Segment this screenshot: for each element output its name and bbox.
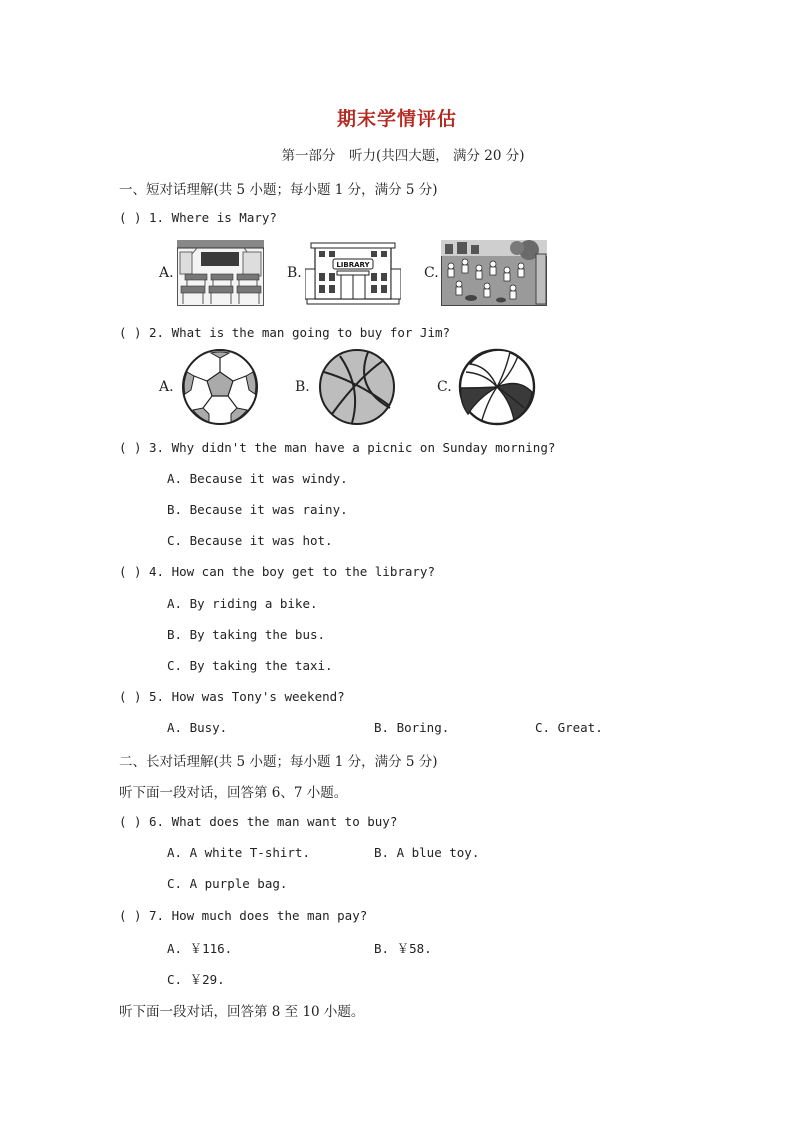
classroom-image [177, 240, 264, 306]
answer-bracket[interactable]: ( ) [119, 210, 142, 225]
basketball-image [318, 348, 396, 426]
q4-option-a[interactable]: A. By riding a bike. [167, 596, 318, 611]
q5-option-b[interactable]: B. Boring. [374, 720, 450, 735]
section2-instruction-1: 听下面一段对话，回答第 6、7 小题。 [119, 785, 348, 801]
q1-option-b-label[interactable]: B. [287, 265, 302, 281]
section1-heading: 一、短对话理解(共 5 小题；每小题 1 分，满分 5 分) [119, 182, 438, 198]
q4-option-c[interactable]: C. By taking the taxi. [167, 658, 333, 673]
question-text: 6. What does the man want to buy? [149, 814, 398, 829]
section2-instruction-2: 听下面一段对话，回答第 8 至 10 小题。 [119, 1004, 365, 1020]
answer-bracket[interactable]: ( ) [119, 325, 142, 340]
question-text: 3. Why didn't the man have a picnic on Sunday morning? [149, 440, 556, 455]
question-text: 4. How can the boy get to the library? [149, 564, 435, 579]
question-5 [119, 689, 345, 704]
q5-option-c[interactable]: C. Great. [535, 720, 603, 735]
question-2 [119, 325, 450, 340]
q2-option-a-label[interactable]: A. [159, 379, 174, 395]
answer-bracket[interactable]: ( ) [119, 814, 142, 829]
volleyball-image [458, 348, 536, 426]
q6-option-c[interactable]: C. A purple bag. [167, 876, 288, 891]
answer-bracket[interactable]: ( ) [119, 564, 142, 579]
q2-option-b-label[interactable]: B. [295, 379, 310, 395]
answer-bracket[interactable]: ( ) [119, 689, 142, 704]
q1-option-a-label[interactable]: A. [159, 265, 174, 281]
q5-option-a[interactable]: A. Busy. [167, 720, 228, 735]
library-sign: LIBRARY [336, 261, 370, 269]
q6-option-a[interactable]: A. A white T-shirt. [167, 845, 310, 860]
q2-option-c-label[interactable]: C. [437, 379, 452, 395]
question-text: 5. How was Tony's weekend? [149, 689, 345, 704]
q1-option-c-label[interactable]: C. [424, 265, 439, 281]
page-title: 期末学情评估 [336, 108, 457, 130]
q3-option-b[interactable]: B. Because it was rainy. [167, 502, 348, 517]
answer-bracket[interactable]: ( ) [119, 440, 142, 455]
library-image [305, 239, 401, 305]
q4-option-b[interactable]: B. By taking the bus. [167, 627, 326, 642]
q3-option-c[interactable]: C. Because it was hot. [167, 533, 333, 548]
playground-image [441, 240, 547, 306]
part-subtitle: 第一部分 听力(共四大题， 满分 20 分) [281, 148, 525, 164]
q7-option-a[interactable]: A. ￥116. [167, 941, 233, 956]
answer-bracket[interactable]: ( ) [119, 908, 142, 923]
q7-option-c[interactable]: C. ￥29. [167, 972, 225, 987]
question-text: 2. What is the man going to buy for Jim? [149, 325, 451, 340]
q7-option-b[interactable]: B. ￥58. [374, 941, 432, 956]
q6-option-b[interactable]: B. A blue toy. [374, 845, 480, 860]
soccer-ball-image [181, 348, 259, 426]
q3-option-a[interactable]: A. Because it was windy. [167, 471, 348, 486]
question-text: 7. How much does the man pay? [149, 908, 368, 923]
question-4 [119, 564, 435, 579]
question-text: 1. Where is Mary? [149, 210, 277, 225]
question-6 [119, 814, 397, 829]
question-3 [119, 440, 555, 455]
section2-heading: 二、长对话理解(共 5 小题；每小题 1 分，满分 5 分) [119, 754, 438, 770]
question-7 [119, 908, 367, 923]
question-1 [119, 210, 277, 225]
